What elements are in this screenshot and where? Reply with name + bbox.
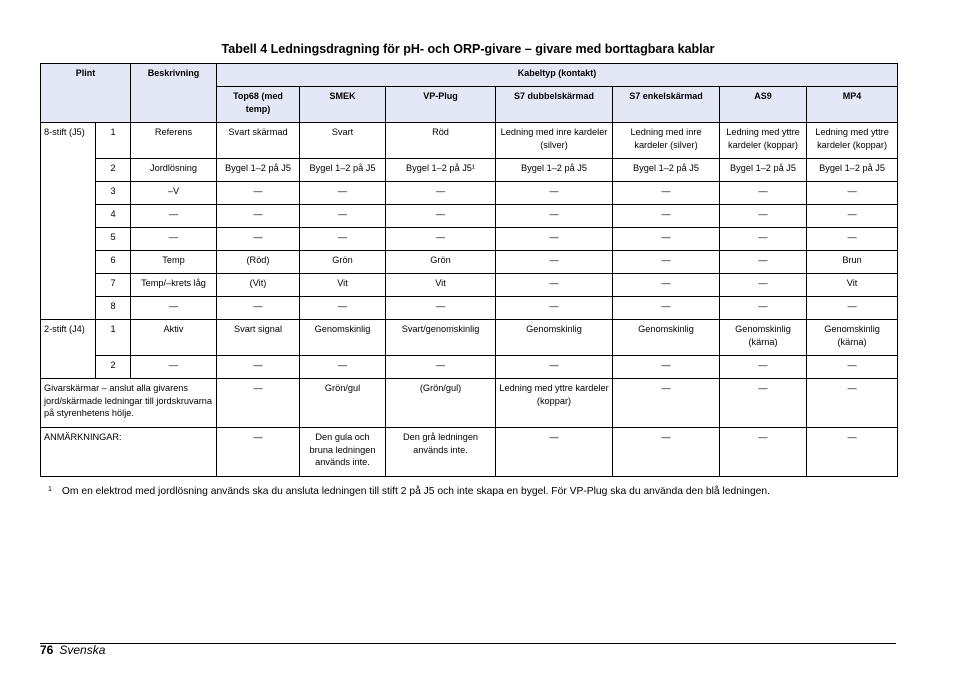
data-cell: —: [720, 182, 807, 205]
table-row: [41, 320, 898, 356]
data-cell: —: [720, 228, 807, 251]
data-cell: —: [217, 356, 300, 379]
pin-cell: 2: [96, 356, 131, 379]
data-cell: Bygel 1–2 på J5¹: [386, 159, 496, 182]
data-cell: —: [613, 228, 720, 251]
data-cell: Bygel 1–2 på J5: [300, 159, 386, 182]
data-cell: —: [613, 356, 720, 379]
row-label: ANMÄRKNINGAR:: [41, 428, 217, 477]
data-cell: —: [720, 251, 807, 274]
pin-cell: 6: [96, 251, 131, 274]
header-col: Top68 (med temp): [217, 87, 300, 123]
data-cell: —: [720, 297, 807, 320]
data-cell: —: [386, 182, 496, 205]
data-cell: Ledning med inre kardeler (silver): [613, 123, 720, 159]
pin-cell: 1: [96, 320, 131, 356]
data-cell: Bygel 1–2 på J5: [496, 159, 613, 182]
data-cell: —: [496, 182, 613, 205]
table-row: [41, 251, 898, 274]
footnote-mark: 1: [48, 486, 52, 493]
data-cell: Grön: [300, 251, 386, 274]
data-cell: (Vit): [217, 274, 300, 297]
data-cell: —: [807, 182, 898, 205]
pin-cell: 1: [96, 123, 131, 159]
description-cell: —: [131, 297, 217, 320]
table-row: [41, 182, 898, 205]
table-row: [41, 356, 898, 379]
data-cell: Svart signal: [217, 320, 300, 356]
data-cell: —: [720, 356, 807, 379]
data-cell: Genomskinlig (kärna): [807, 320, 898, 356]
header-col: SMEK: [300, 87, 386, 123]
data-cell: —: [496, 251, 613, 274]
data-cell: Ledning med inre kardeler (silver): [496, 123, 613, 159]
data-cell: —: [807, 205, 898, 228]
data-cell: —: [217, 428, 300, 477]
description-cell: —: [131, 205, 217, 228]
data-cell: —: [613, 297, 720, 320]
data-cell: —: [720, 205, 807, 228]
data-cell: —: [300, 356, 386, 379]
description-cell: Referens: [131, 123, 217, 159]
data-cell: —: [496, 228, 613, 251]
data-cell: —: [217, 205, 300, 228]
data-cell: Grön: [386, 251, 496, 274]
group-label: 8-stift (J5): [41, 123, 96, 320]
data-cell: Röd: [386, 123, 496, 159]
data-cell: —: [217, 297, 300, 320]
data-cell: —: [807, 228, 898, 251]
data-cell: —: [613, 182, 720, 205]
header-plint: Plint: [41, 64, 131, 123]
data-cell: Genomskinlig: [613, 320, 720, 356]
data-cell: Ledning med yttre kardeler (koppar): [496, 379, 613, 428]
page-footer: [40, 643, 105, 657]
data-cell: Bygel 1–2 på J5: [613, 159, 720, 182]
description-cell: Temp: [131, 251, 217, 274]
data-cell: (Grön/gul): [386, 379, 496, 428]
data-cell: (Röd): [217, 251, 300, 274]
table-row: [41, 205, 898, 228]
data-cell: —: [613, 251, 720, 274]
data-cell: —: [613, 205, 720, 228]
data-cell: Den gula och bruna ledningen används inte.: [300, 428, 386, 477]
pin-cell: 2: [96, 159, 131, 182]
data-cell: —: [613, 428, 720, 477]
data-cell: Genomskinlig: [300, 320, 386, 356]
header-beskrivning: Beskrivning: [131, 64, 217, 123]
data-cell: Vit: [300, 274, 386, 297]
data-cell: Bygel 1–2 på J5: [720, 159, 807, 182]
data-cell: —: [300, 297, 386, 320]
table-row: [41, 159, 898, 182]
data-cell: —: [613, 379, 720, 428]
data-cell: —: [807, 356, 898, 379]
data-cell: Svart skärmad: [217, 123, 300, 159]
data-cell: —: [217, 228, 300, 251]
data-cell: —: [300, 182, 386, 205]
data-cell: Svart: [300, 123, 386, 159]
table-row: [41, 228, 898, 251]
data-cell: —: [386, 297, 496, 320]
data-cell: Brun: [807, 251, 898, 274]
header-col: MP4: [807, 87, 898, 123]
header-col: S7 dubbelskärmad: [496, 87, 613, 123]
data-cell: —: [720, 428, 807, 477]
data-cell: —: [496, 356, 613, 379]
data-cell: —: [496, 205, 613, 228]
pin-cell: 8: [96, 297, 131, 320]
data-cell: —: [496, 297, 613, 320]
group-label: 2-stift (J4): [41, 320, 96, 379]
table-row: [41, 428, 898, 477]
table-row: [41, 274, 898, 297]
data-cell: —: [807, 428, 898, 477]
footnote: [48, 486, 770, 497]
table-title: Tabell 4 Ledningsdragning för pH- och ORP-givare – givare med borttagbara kablar: [221, 42, 715, 56]
header-col: VP-Plug: [386, 87, 496, 123]
data-cell: Ledning med yttre kardeler (koppar): [720, 123, 807, 159]
data-cell: Ledning med yttre kardeler (koppar): [807, 123, 898, 159]
pin-cell: 3: [96, 182, 131, 205]
data-cell: Svart/genomskinlig: [386, 320, 496, 356]
description-cell: –V: [131, 182, 217, 205]
data-cell: Den grå ledningen används inte.: [386, 428, 496, 477]
data-cell: —: [300, 205, 386, 228]
data-cell: —: [386, 205, 496, 228]
data-cell: Grön/gul: [300, 379, 386, 428]
footnote-text: Om en elektrod med jordlösning används ska du ansluta ledningen till stift 2 på J5 och inte skapa en bygel. För VP-Plug ska du använda den blå ledningen.: [61, 486, 770, 497]
data-cell: Genomskinlig: [496, 320, 613, 356]
data-cell: —: [496, 428, 613, 477]
page-language: Svenska: [59, 643, 106, 657]
data-cell: —: [720, 379, 807, 428]
table-row: [41, 123, 898, 159]
data-cell: Genomskinlig (kärna): [720, 320, 807, 356]
data-cell: —: [217, 182, 300, 205]
data-cell: —: [613, 274, 720, 297]
data-cell: —: [386, 356, 496, 379]
footer-rule: [40, 643, 896, 644]
data-cell: —: [300, 228, 386, 251]
table-row: [41, 379, 898, 428]
data-cell: —: [496, 274, 613, 297]
data-cell: —: [720, 274, 807, 297]
pin-cell: 4: [96, 205, 131, 228]
description-cell: —: [131, 228, 217, 251]
description-cell: Aktiv: [131, 320, 217, 356]
description-cell: Jordlösning: [131, 159, 217, 182]
row-label: Givarskärmar – anslut alla givarens jord/skärmade ledningar till jordskruvarna på styrenhetens hölje.: [41, 379, 217, 428]
header-kabeltyp: Kabeltyp (kontakt): [217, 64, 898, 87]
header-col: AS9: [720, 87, 807, 123]
pin-cell: 7: [96, 274, 131, 297]
data-cell: Vit: [386, 274, 496, 297]
table-row: [41, 297, 898, 320]
wiring-table: [40, 63, 898, 477]
description-cell: Temp/–krets låg: [131, 274, 217, 297]
data-cell: —: [807, 379, 898, 428]
pin-cell: 5: [96, 228, 131, 251]
data-cell: —: [386, 228, 496, 251]
data-cell: —: [217, 379, 300, 428]
description-cell: —: [131, 356, 217, 379]
data-cell: —: [807, 297, 898, 320]
page-number: 76: [40, 643, 54, 657]
header-col: S7 enkelskärmad: [613, 87, 720, 123]
data-cell: Bygel 1–2 på J5: [807, 159, 898, 182]
data-cell: Bygel 1–2 på J5: [217, 159, 300, 182]
data-cell: Vit: [807, 274, 898, 297]
